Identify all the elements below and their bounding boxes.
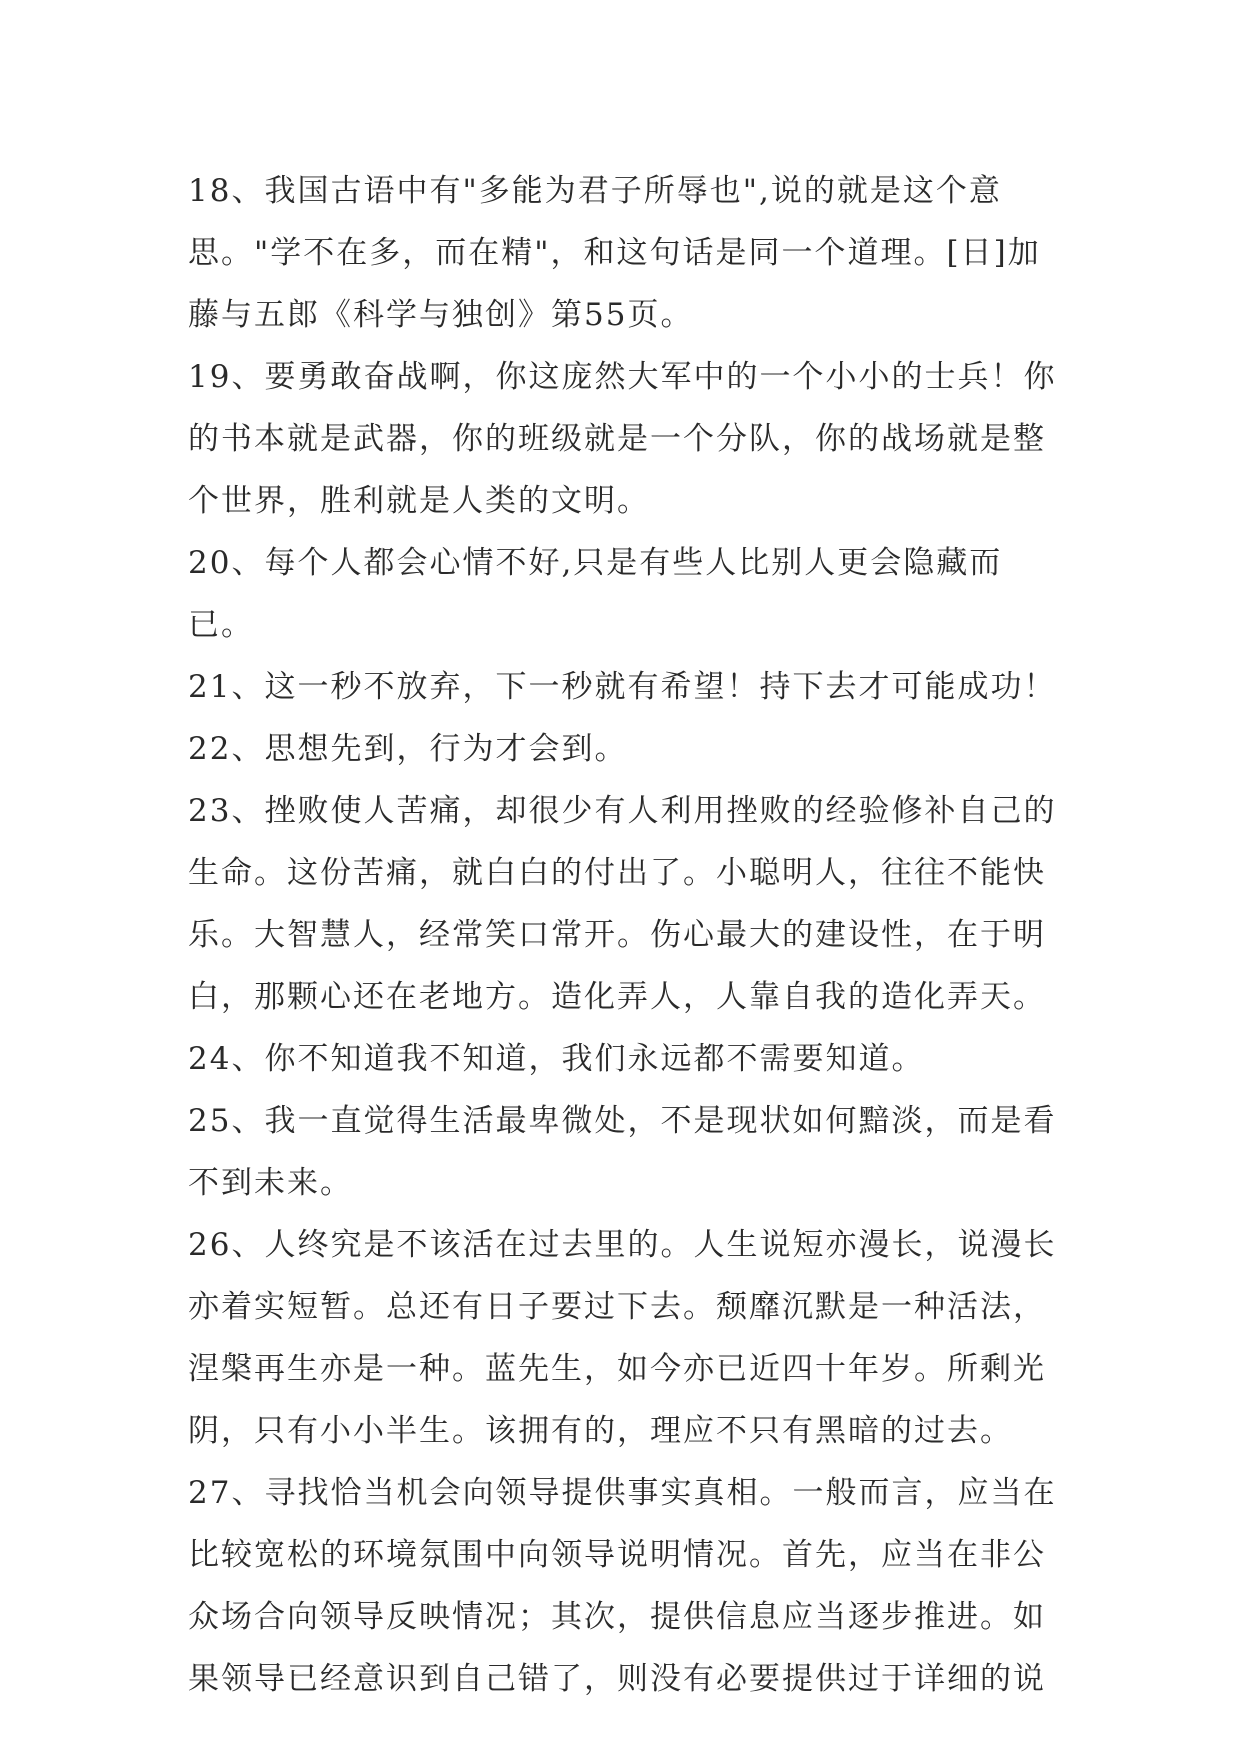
paragraph-26: 26、人终究是不该活在过去里的。人生说短亦漫长，说漫长亦着实短暂。总还有日子要过下去。颓靡沉默是一种活法，涅槃再生亦是一种。蓝先生，如今亦已近四十年岁。所剩光阴，只有小小半生。该拥有的，理应不只有黑暗的过去。 bbox=[188, 1227, 1057, 1449]
paragraph-27: 27、寻找恰当机会向领导提供事实真相。一般而言，应当在比较宽松的环境氛围中向领导说明情况。首先，应当在非公众场合向领导反映情况；其次，提供信息应当逐步推进。如果领导已经意识到自己错了，则没有必要提供过于详细的说 bbox=[188, 1475, 1057, 1697]
paragraph-18: 18、我国古语中有"多能为君子所辱也",说的就是这个意思。"学不在多，而在精"，和这句话是同一个道理。[日]加藤与五郎《科学与独创》第55页。 bbox=[188, 173, 1041, 333]
paragraph-21: 21、这一秒不放弃，下一秒就有希望！持下去才可能成功！ bbox=[188, 669, 1057, 705]
paragraph-24: 24、你不知道我不知道，我们永远都不需要知道。 bbox=[188, 1041, 925, 1077]
document-body bbox=[188, 160, 1068, 1710]
paragraph-25: 25、我一直觉得生活最卑微处，不是现状如何黯淡，而是看不到未来。 bbox=[188, 1103, 1057, 1201]
paragraph-20: 20、每个人都会心情不好,只是有些人比别人更会隐藏而已。 bbox=[188, 545, 1003, 643]
paragraph-19: 19、要勇敢奋战啊，你这庞然大军中的一个小小的士兵！你的书本就是武器，你的班级就是一个分队，你的战场就是整个世界，胜利就是人类的文明。 bbox=[188, 359, 1057, 519]
paragraph-23: 23、挫败使人苦痛，却很少有人利用挫败的经验修补自己的生命。这份苦痛，就白白的付出了。小聪明人，往往不能快乐。大智慧人，经常笑口常开。伤心最大的建设性，在于明白，那颗心还在老地方。造化弄人，人靠自我的造化弄天。 bbox=[188, 793, 1057, 1015]
paragraph-22: 22、思想先到，行为才会到。 bbox=[188, 731, 628, 767]
